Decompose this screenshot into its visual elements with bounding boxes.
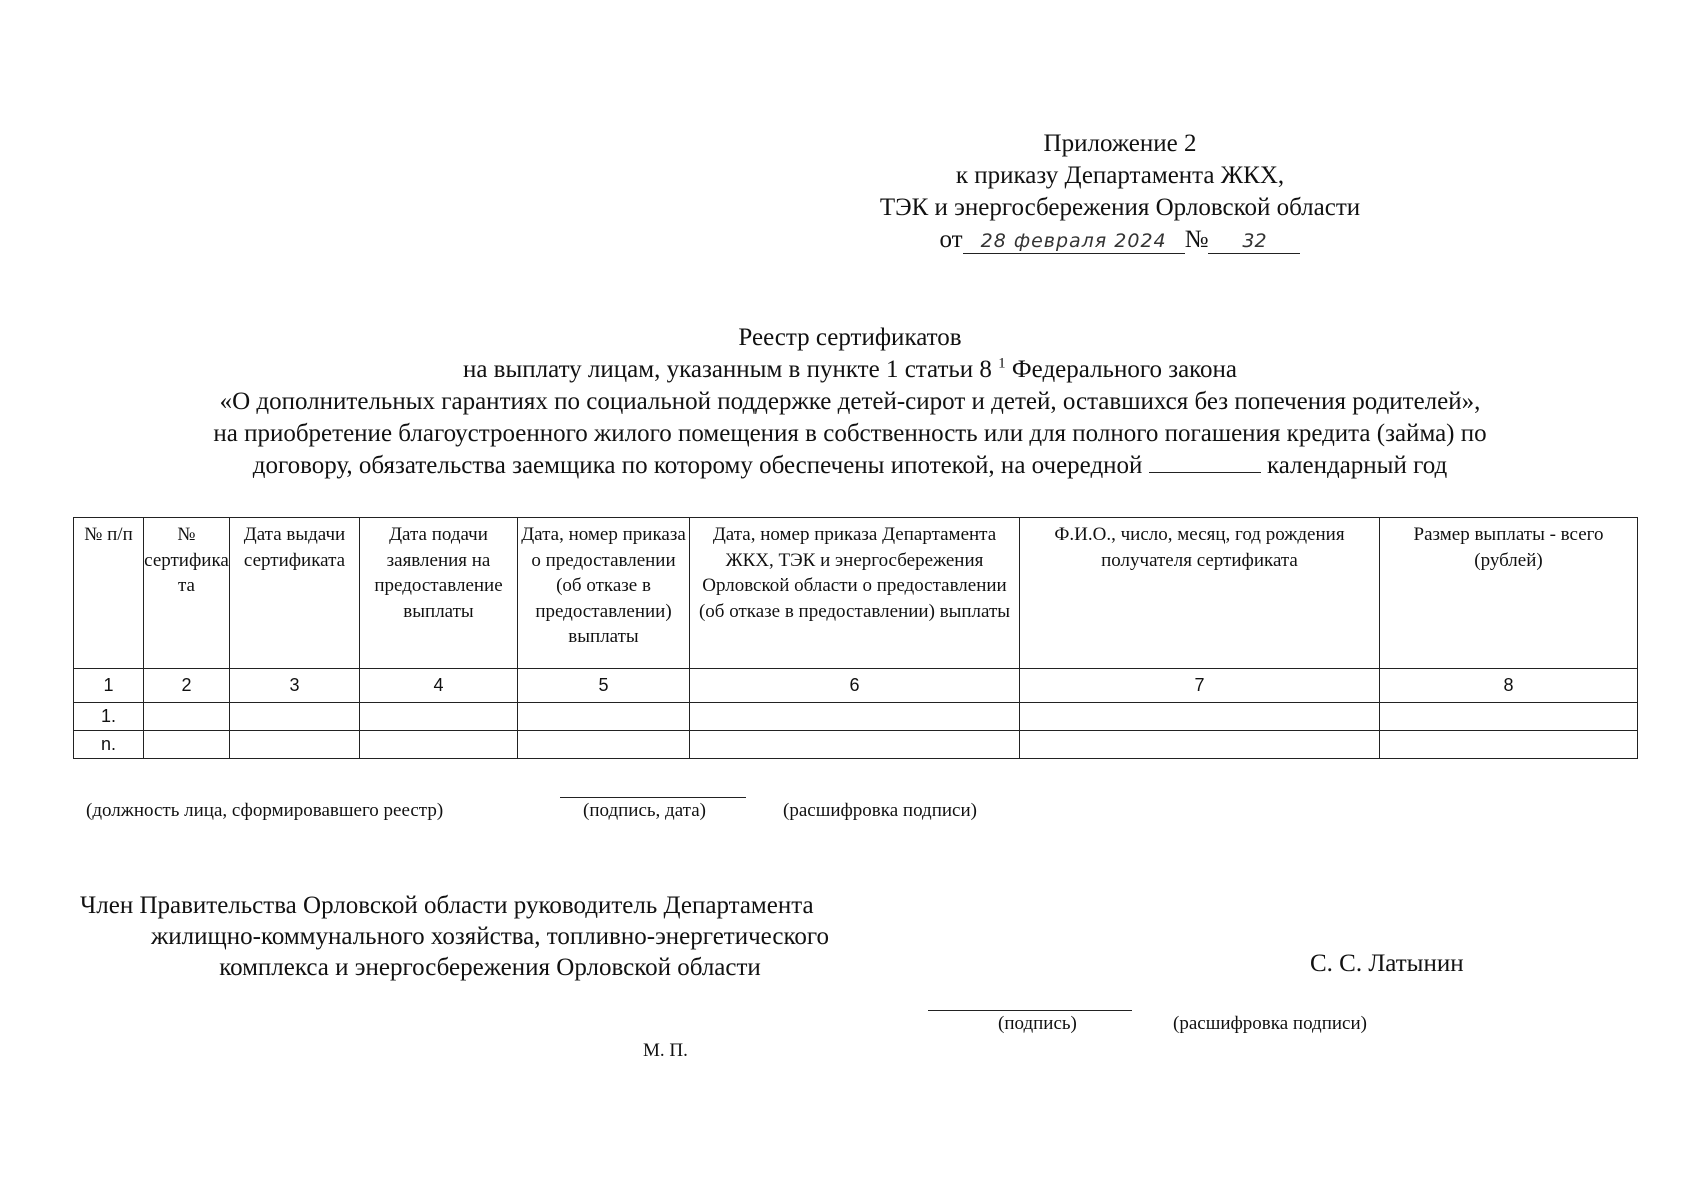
official-title-line1: Член Правительства Орловской области руководитель Департамента xyxy=(80,892,814,919)
header-payment-amount: Размер выплаты - всего (рублей) xyxy=(1380,518,1638,669)
official-title-line2: жилищно-коммунального хозяйства, топливно-энергетического xyxy=(151,923,829,950)
caption-decoding: (расшифровка подписи) xyxy=(783,800,977,821)
appendix-department: ТЭК и энергосбережения Орловской области xyxy=(879,194,1361,221)
column-number: 3 xyxy=(230,669,360,703)
column-number: 5 xyxy=(518,669,690,703)
official-title-block xyxy=(80,890,900,983)
header-department-order: Дата, номер приказа Департамента ЖКХ, ТЭК и энергосбережения Орловской области о предоставлении (об отказе в предоставлении) выплаты xyxy=(690,518,1020,669)
appendix-order-line xyxy=(830,224,1410,256)
stamp-place: М. П. xyxy=(643,1040,688,1061)
caption-official-decoding: (расшифровка подписи) xyxy=(1173,1013,1367,1034)
table-row xyxy=(74,731,1638,759)
table-cell[interactable] xyxy=(230,731,360,759)
header-index: № п/п xyxy=(74,518,144,669)
table-cell[interactable] xyxy=(230,703,360,731)
table-cell[interactable] xyxy=(690,731,1020,759)
header-application-date: Дата подачи заявления на предоставление выплаты xyxy=(360,518,518,669)
table-cell[interactable] xyxy=(1380,731,1638,759)
caption-position: (должность лица, сформировавшего реестр) xyxy=(86,800,444,821)
table-cell[interactable] xyxy=(690,703,1020,731)
handwritten-date: 28 февраля 2024 xyxy=(963,229,1185,254)
registry-title: Реестр сертификатов xyxy=(738,324,962,351)
appendix-title: Приложение 2 xyxy=(1043,130,1197,157)
handwritten-number: 32 xyxy=(1208,229,1300,254)
caption-official-signature: (подпись) xyxy=(998,1013,1077,1034)
column-number: 6 xyxy=(690,669,1020,703)
article-superscript: 1 xyxy=(998,355,1006,372)
table-cell-index: n. xyxy=(74,731,144,759)
appendix-order-ref: к приказу Департамента ЖКХ, xyxy=(955,162,1285,189)
signature-line-compiler xyxy=(560,797,746,798)
table-cell[interactable] xyxy=(144,703,230,731)
calendar-year-text: календарный год xyxy=(1266,452,1448,479)
caption-signature-date: (подпись, дата) xyxy=(583,800,706,821)
from-prefix: от xyxy=(939,226,963,253)
table-cell[interactable] xyxy=(518,703,690,731)
table-row xyxy=(74,703,1638,731)
table-cell[interactable] xyxy=(1020,703,1380,731)
purpose-line: на приобретение благоустроенного жилого помещения в собственность или для полного погашения кредита (займа) по xyxy=(213,420,1487,447)
table-cell[interactable] xyxy=(360,703,518,731)
registry-title-block xyxy=(100,322,1600,482)
header-recipient-info: Ф.И.О., число, месяц, год рождения получателя сертификата xyxy=(1020,518,1380,669)
purpose-line-2 xyxy=(100,450,1600,482)
header-order-date-number: Дата, номер приказа о предоставлении (об отказе в предоставлении) выплаты xyxy=(518,518,690,669)
signer-name: С. С. Латынин xyxy=(1310,950,1464,977)
law-reference-text: на выплату лицам, указанным в пункте 1 статьи 8 xyxy=(462,356,992,383)
year-blank-field[interactable] xyxy=(1149,452,1261,473)
column-number: 1 xyxy=(74,669,144,703)
registry-subtitle-line2 xyxy=(100,354,1600,386)
column-number-row xyxy=(74,669,1638,703)
column-number: 7 xyxy=(1020,669,1380,703)
header-issue-date: Дата выдачи сертификата xyxy=(230,518,360,669)
number-prefix: № xyxy=(1184,226,1209,253)
mortgage-text: договору, обязательства заемщика по которому обеспечены ипотекой, на очередной xyxy=(252,452,1143,479)
column-number: 2 xyxy=(144,669,230,703)
table-cell-index: 1. xyxy=(74,703,144,731)
table-cell[interactable] xyxy=(1020,731,1380,759)
header-certificate-number: № сертификата xyxy=(144,518,230,669)
signature-line-official xyxy=(928,1010,1132,1011)
table-cell[interactable] xyxy=(360,731,518,759)
law-name: «О дополнительных гарантиях по социальной поддержке детей-сирот и детей, оставшихся без попечения родителей», xyxy=(219,388,1481,415)
table-cell[interactable] xyxy=(518,731,690,759)
certificate-registry-table xyxy=(73,517,1638,759)
federal-law-text: Федерального закона xyxy=(1011,356,1238,383)
appendix-block xyxy=(830,128,1410,256)
column-number: 8 xyxy=(1380,669,1638,703)
table-cell[interactable] xyxy=(1380,703,1638,731)
table-cell[interactable] xyxy=(144,731,230,759)
table-header-row xyxy=(74,518,1638,669)
official-title-line3: комплекса и энергосбережения Орловской области xyxy=(219,954,761,981)
column-number: 4 xyxy=(360,669,518,703)
